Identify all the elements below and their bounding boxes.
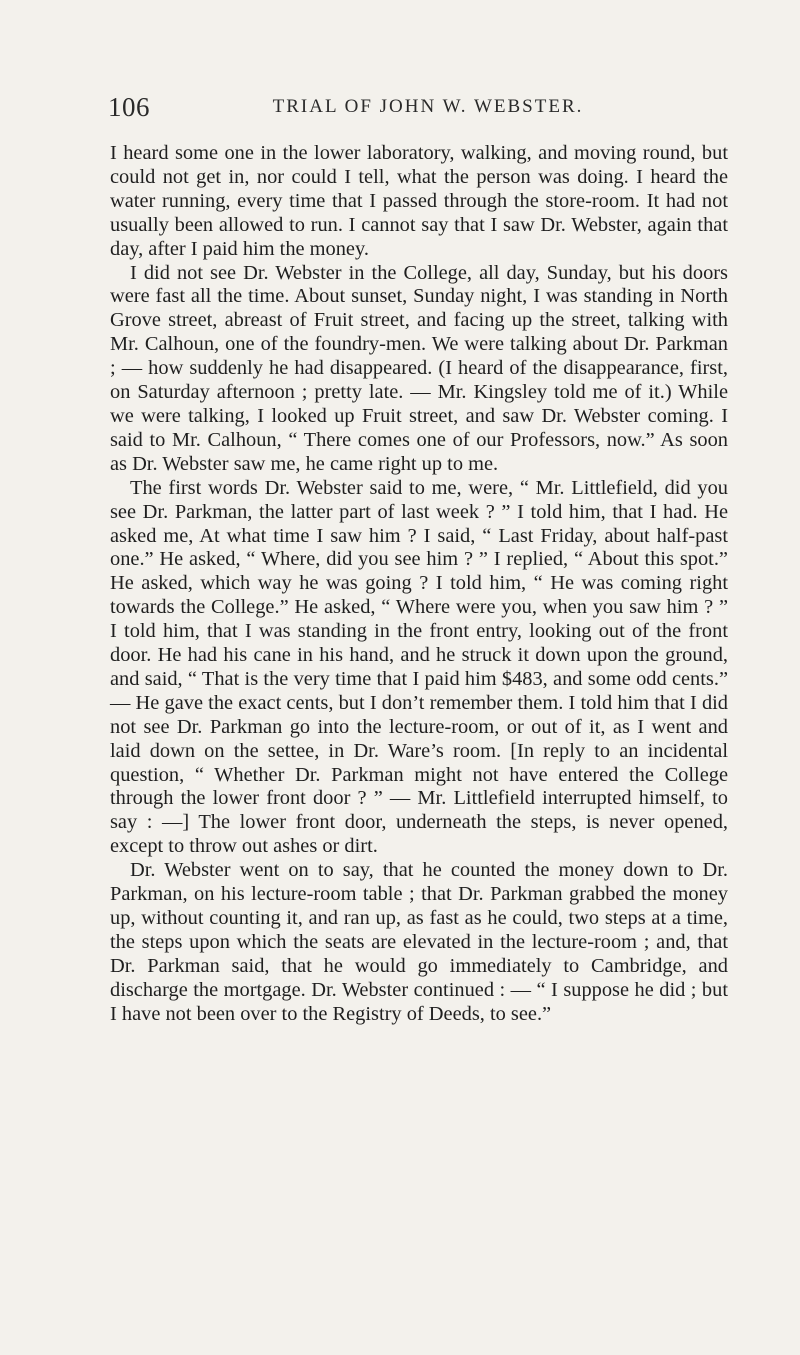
paragraph-4: Dr. Webster went on to say, that he counted the money down to Dr. Parkman, on his lecture-room table ; that Dr. Parkman grabbed the money up, without counting it, and ran up, as fast as he could, two steps at a time, the steps upon which the seats are elevated in the lecture-room ; and, that Dr. Parkman said, that he would go immediately to Cambridge, and discharge the mortgage. Dr. Webster continued : — “ I suppose he did ; but I have not been over to the Registry of Deeds, to see.” <box>110 859 728 1025</box>
running-title: TRIAL OF JOHN W. WEBSTER. <box>272 96 584 117</box>
running-head <box>108 92 748 132</box>
paragraph-3: The first words Dr. Webster said to me, were, “ Mr. Littlefield, did you see Dr. Parkman, the latter part of last week ? ” I told him, that I had. He asked me, At what time I saw him ? I said, “ Last Friday, about half-past one.” He asked, “ Where, did you see him ? ” I replied, “ About this spot.” He asked, which way he was going ? I told him, “ He was coming right towards the College.” He asked, “ Where were you, when you saw him ? ” I told him, that I was standing in the front entry, looking out of the front door. He had his cane in his hand, and he struck it down upon the ground, and said, “ That is the very time that I paid him $483, and some odd cents.” — He gave the exact cents, but I don’t remember them. I told him that I did not see Dr. Parkman go into the lecture-room, or out of it, as I went and laid down on the settee, in Dr. Ware’s room. [In reply to an incidental question, “ Whether Dr. Parkman might not have entered the College through the lower front door ? ” — Mr. Littlefield interrupted himself, to say : —] The lower front door, underneath the steps, is never opened, except to throw out ashes or dirt. <box>110 476 728 858</box>
body-text <box>110 142 728 1027</box>
paragraph-2: I did not see Dr. Webster in the College, all day, Sunday, but his doors were fast all the time. About sunset, Sunday night, I was standing in North Grove street, abreast of Fruit street, and facing up the street, talking with Mr. Calhoun, one of the foundry-men. We were talking about Dr. Parkman ; — how suddenly he had disappeared. (I heard of the disappearance, first, on Saturday afternoon ; pretty late. — Mr. Kingsley told me of it.) While we were talking, I looked up Fruit street, and saw Dr. Webster coming. I said to Mr. Calhoun, “ There comes one of our Professors, now.” As soon as Dr. Webster saw me, he came right up to me. <box>110 261 728 475</box>
paragraph-1: I heard some one in the lower laboratory, walking, and moving round, but could not get in, nor could I tell, what the person was doing. I heard the water running, every time that I passed through the store-room. It had not usually been allowed to run. I cannot say that I saw Dr. Webster, again that day, after I paid him the money. <box>110 142 728 260</box>
page-number: 106 <box>108 92 150 122</box>
